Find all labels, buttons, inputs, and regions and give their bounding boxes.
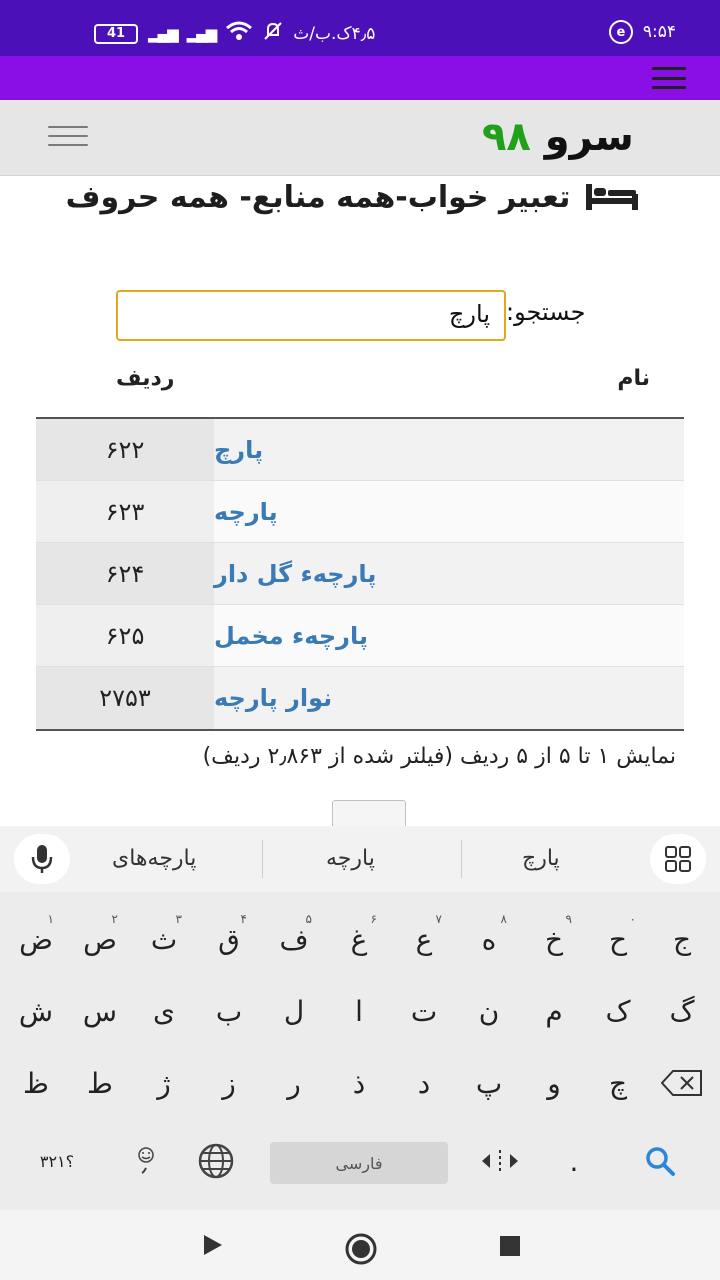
back-icon[interactable] <box>202 1234 224 1260</box>
clock: ۹:۵۴ <box>642 22 676 42</box>
key[interactable]: پ <box>475 1066 503 1100</box>
apps-grid-icon[interactable] <box>650 834 706 884</box>
column-header-row[interactable]: ردیف <box>116 366 175 391</box>
symbols-key[interactable]: ؟۳۲۱ <box>39 1151 75 1171</box>
space-bar[interactable]: فارسی <box>270 1142 448 1184</box>
suggestion-divider <box>262 840 263 878</box>
emoji-icon[interactable] <box>116 1132 176 1190</box>
logo-number: ۹۸ <box>482 114 531 160</box>
key[interactable]: ۲ ص <box>83 912 118 956</box>
result-link[interactable]: پارچ <box>214 419 684 480</box>
key[interactable]: ۳ ث <box>150 912 182 956</box>
key[interactable]: ز <box>222 1066 236 1100</box>
table-row <box>36 543 684 605</box>
site-menu-icon[interactable] <box>48 126 88 146</box>
app-notification-icon: e <box>609 20 633 44</box>
suggestion-bar <box>0 826 720 892</box>
result-link[interactable]: پارچهء مخمل <box>214 605 684 666</box>
search-input[interactable]: پارچ <box>116 290 506 341</box>
period-key[interactable]: . <box>569 1144 579 1178</box>
key[interactable]: ۶ غ <box>350 912 377 956</box>
app-menu-icon[interactable] <box>652 67 686 89</box>
key[interactable]: ژ <box>157 1066 171 1100</box>
key[interactable]: ل <box>283 994 305 1028</box>
key[interactable]: ۱ ض <box>19 912 54 956</box>
row-number: ۶۲۳ <box>36 481 214 542</box>
key[interactable]: ا <box>355 994 363 1028</box>
result-link[interactable]: پارچهء گل دار <box>214 543 684 604</box>
home-icon[interactable] <box>344 1232 378 1270</box>
key[interactable]: ن <box>478 994 500 1028</box>
key[interactable]: ۵ ف <box>279 912 312 956</box>
suggestion-1[interactable]: پارچ <box>522 846 560 871</box>
key[interactable]: ذ <box>352 1066 366 1100</box>
status-left <box>94 20 375 47</box>
row-number: ۶۲۲ <box>36 419 214 480</box>
microphone-icon[interactable] <box>14 834 70 884</box>
table-row <box>36 419 684 481</box>
key[interactable]: ۸ ه <box>481 912 507 956</box>
key[interactable]: ت <box>410 994 438 1028</box>
row-number: ۶۲۵ <box>36 605 214 666</box>
table-row <box>36 667 684 729</box>
key[interactable]: ط <box>87 1066 113 1100</box>
key[interactable]: ۰ ح <box>608 912 636 956</box>
suggestion-3[interactable]: پارچه‌های <box>112 846 197 871</box>
column-header-name[interactable]: نام <box>617 366 650 391</box>
search-label: جستجو: <box>506 298 586 326</box>
row-number: ۲۷۵۳ <box>36 667 214 729</box>
key[interactable]: ۴ ق <box>218 912 247 956</box>
key[interactable]: ش <box>18 994 54 1028</box>
key[interactable]: ک <box>605 994 631 1028</box>
wifi-icon <box>225 20 253 47</box>
cursor-move-icon[interactable] <box>470 1132 530 1190</box>
key[interactable]: ی <box>153 994 175 1028</box>
status-bar <box>0 0 720 56</box>
backspace-icon[interactable] <box>652 1054 712 1112</box>
key[interactable]: د <box>417 1066 431 1100</box>
app-bar <box>0 56 720 100</box>
page-title: تعبیر خواب-همه منابع- همه حروف <box>65 180 571 215</box>
network-speed: ۴٫۵ک.ب/ث <box>293 23 376 44</box>
battery-icon: 41 <box>94 24 138 44</box>
key[interactable]: ۹ خ <box>544 912 572 956</box>
result-link[interactable]: پارچه <box>214 481 684 542</box>
status-right <box>609 20 676 44</box>
keyboard <box>0 826 720 1210</box>
mute-bell-icon <box>263 21 283 46</box>
globe-icon[interactable] <box>186 1132 246 1190</box>
key[interactable]: ج <box>672 922 692 956</box>
signal-icon: ▂▄▆ <box>148 24 177 43</box>
key[interactable]: و <box>547 1066 561 1100</box>
table-row <box>36 481 684 543</box>
logo-word: سرو <box>544 114 634 160</box>
table-row <box>36 605 684 667</box>
key[interactable]: ب <box>215 994 243 1028</box>
key[interactable]: م <box>545 994 563 1028</box>
suggestion-divider <box>461 840 462 878</box>
suggestion-2[interactable]: پارچه <box>326 846 375 871</box>
result-link[interactable]: نوار پارچه <box>214 667 684 729</box>
key[interactable]: ۷ ع <box>415 912 442 956</box>
site-logo[interactable] <box>482 114 634 160</box>
results-table <box>36 417 684 731</box>
key[interactable]: س <box>82 994 118 1028</box>
search-icon[interactable] <box>630 1132 690 1190</box>
recents-icon[interactable] <box>500 1236 520 1260</box>
signal-2-icon: ▂▄▆ <box>186 24 216 43</box>
key[interactable]: گ <box>669 994 695 1028</box>
key[interactable]: چ <box>608 1066 628 1100</box>
row-number: ۶۲۴ <box>36 543 214 604</box>
navigation-bar <box>0 1210 720 1280</box>
table-info: نمایش ۱ تا ۵ از ۵ ردیف (فیلتر شده از ۲٫۸۶۳ ردیف) <box>202 744 676 769</box>
key[interactable]: ر <box>287 1066 301 1100</box>
key[interactable]: ظ <box>23 1066 49 1100</box>
